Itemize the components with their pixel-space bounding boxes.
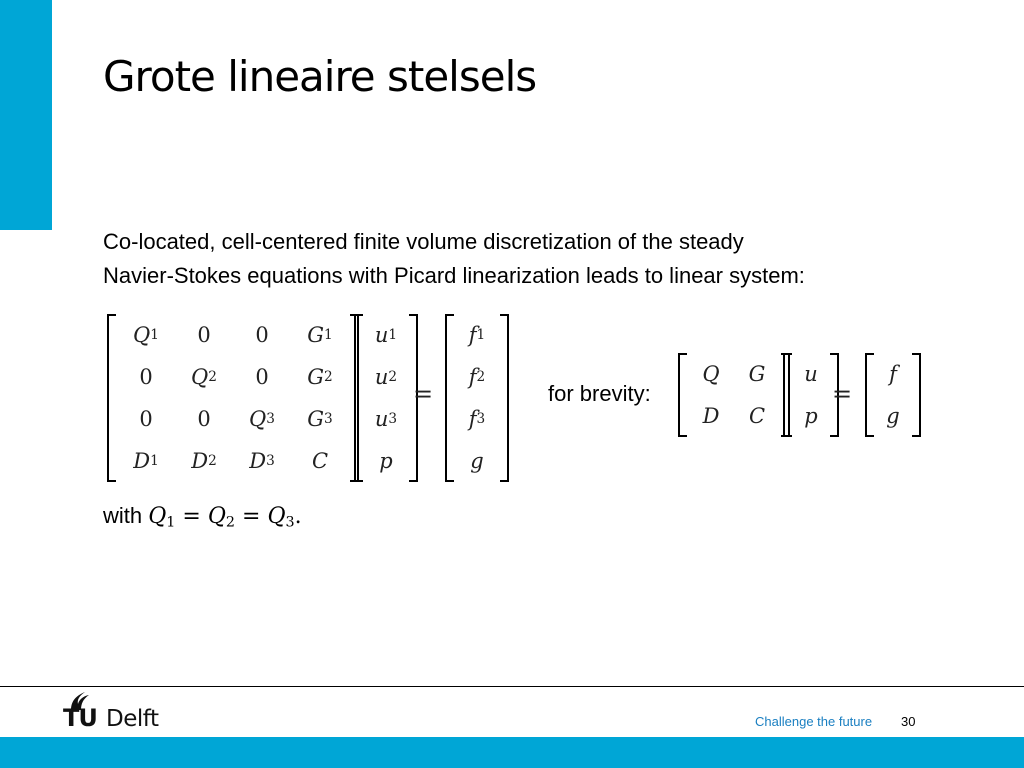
matrix-entry: G 2 xyxy=(307,365,333,389)
constraint-line xyxy=(103,503,302,529)
matrix-entry: 0 xyxy=(139,407,153,431)
matrix-entry: p xyxy=(379,449,393,473)
with-label: with xyxy=(103,503,143,528)
rhs-vector xyxy=(445,314,509,482)
matrix-entry: u 3 xyxy=(374,407,398,431)
matrix-entry: G 1 xyxy=(307,323,333,347)
matrix-entry: Q 3 xyxy=(249,407,275,431)
logo-delft: Delft xyxy=(106,706,159,732)
intro-text xyxy=(103,225,923,293)
matrix-entry: g xyxy=(470,449,484,473)
equals-sign: = xyxy=(413,380,434,408)
matrix-entry: D xyxy=(702,404,720,428)
unknown-vector xyxy=(354,314,418,482)
matrix-entry: f xyxy=(889,362,897,386)
matrix-entry: u 1 xyxy=(374,323,398,347)
constraint-equation: $Q_1 = Q_2 = Q_3$. xyxy=(148,504,302,531)
intro-line-2: Navier-Stokes equations with Picard linearization leads to linear system: xyxy=(103,263,805,288)
short-equals-sign: = xyxy=(832,380,853,408)
matrix-entry: p xyxy=(804,404,818,428)
matrix-entry: G xyxy=(748,362,766,386)
matrix-entry: 0 xyxy=(197,407,211,431)
coefficient-matrix xyxy=(107,314,359,482)
page-number: 30 xyxy=(901,714,916,729)
slide-title: Grote lineaire stelsels xyxy=(103,52,537,101)
intro-line-1: Co-located, cell-centered finite volume discretization of the steady xyxy=(103,229,744,254)
matrix-entry: C xyxy=(311,449,329,473)
tagline: Challenge the future xyxy=(755,714,873,729)
logo-tu xyxy=(63,704,97,732)
brevity-label: for brevity: xyxy=(548,381,651,406)
matrix-entry: 0 xyxy=(197,323,211,347)
short-unknown-vector xyxy=(783,353,839,437)
matrix-entry: 0 xyxy=(255,323,269,347)
matrix-entry: D 2 xyxy=(191,449,217,473)
matrix-entry: g xyxy=(886,404,900,428)
matrix-entry: Q 2 xyxy=(191,365,217,389)
matrix-entry: u 2 xyxy=(374,365,398,389)
logo-tu-text: TU xyxy=(63,704,97,732)
matrix-entry: D 3 xyxy=(249,449,275,473)
short-coefficient-matrix xyxy=(678,353,790,437)
matrix-entry: 0 xyxy=(139,365,153,389)
bottom-accent-bar xyxy=(0,737,1024,768)
matrix-entry: Q xyxy=(702,362,720,386)
matrix-entry: D 1 xyxy=(133,449,159,473)
matrix-entry: C xyxy=(748,404,766,428)
matrix-entry: Q 1 xyxy=(133,323,159,347)
matrix-entry: f 1 xyxy=(468,323,486,347)
matrix-entry: u xyxy=(804,362,818,386)
matrix-entry: f 2 xyxy=(468,365,486,389)
matrix-entry: f 3 xyxy=(468,407,486,431)
matrix-entry: G 3 xyxy=(307,407,333,431)
tudelft-logo xyxy=(63,690,167,732)
footer-divider xyxy=(0,686,1024,687)
matrix-entry: 0 xyxy=(255,365,269,389)
short-rhs-vector xyxy=(865,353,921,437)
accent-bar xyxy=(0,0,52,230)
